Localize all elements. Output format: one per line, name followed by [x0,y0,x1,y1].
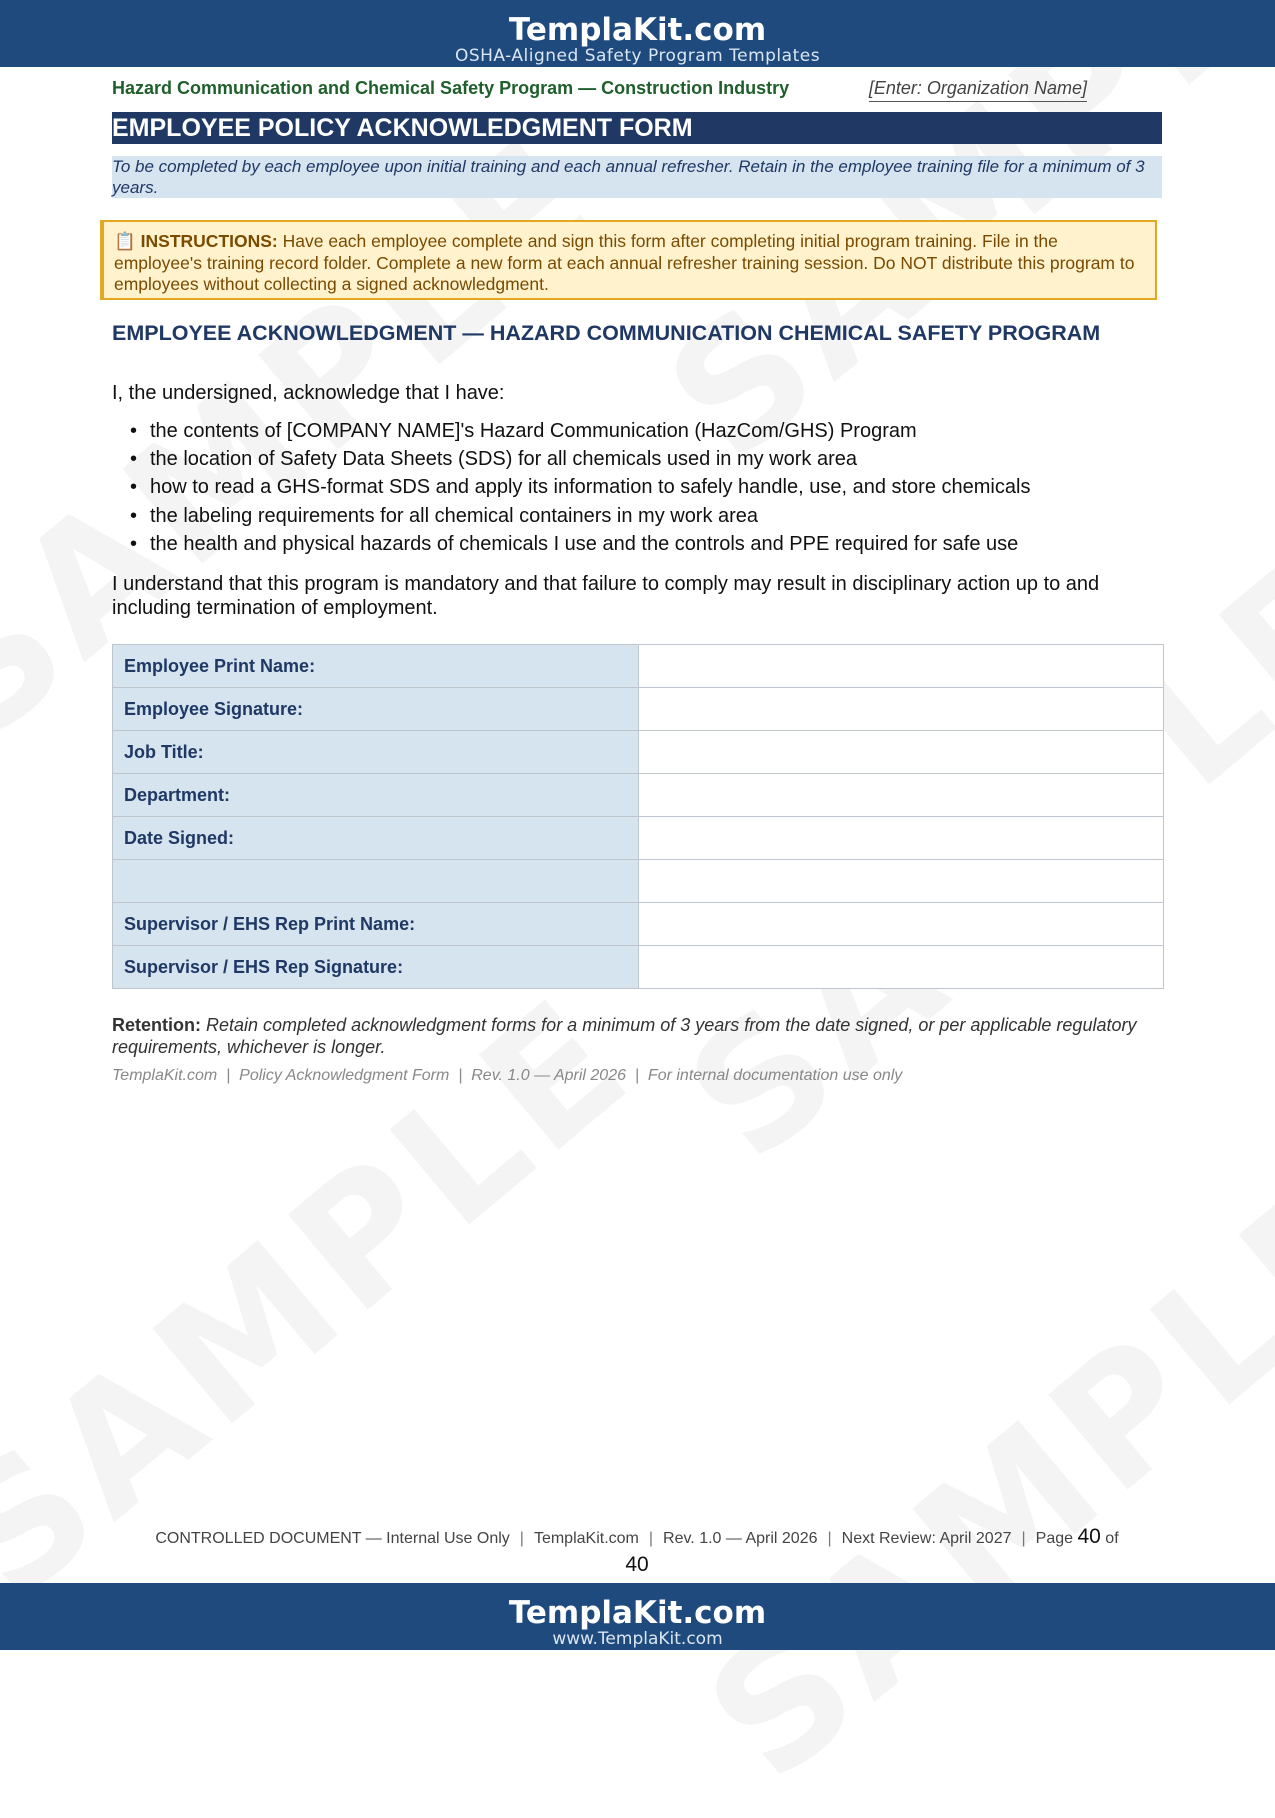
field-label: Supervisor / EHS Rep Signature: [113,946,639,989]
acknowledgment-intro: I, the undersigned, acknowledge that I have: [112,382,505,404]
footer-separator: | [827,1530,832,1547]
footer-separator: | [519,1530,524,1547]
bottom-banner [0,1583,1275,1650]
list-item: • the health and physical hazards of chemicals I use and the controls and PPE required for safe use [112,530,1030,558]
retention-label: Retention: [112,1015,201,1035]
watermark [672,1140,1275,1818]
field-label: Employee Print Name: [113,645,639,688]
footer-next-review: Next Review: April 2027 [841,1530,1012,1547]
program-title: Hazard Communication and Chemical Safety Program — Construction Industry [112,78,790,98]
table-row [113,688,1164,731]
table-row [113,903,1164,946]
field-label: Date Signed: [113,817,639,860]
instructions-label: INSTRUCTIONS: [140,231,278,251]
employee-signature-field[interactable] [639,688,1164,731]
job-title-field[interactable] [639,731,1164,774]
form-title: EMPLOYEE POLICY ACKNOWLEDGMENT FORM [112,112,1162,144]
department-field[interactable] [639,774,1164,817]
organization-name-field[interactable]: [Enter: Organization Name] [869,78,1087,102]
table-row [113,946,1164,989]
table-row [113,817,1164,860]
document-footer-note: TemplaKit.com | Policy Acknowledgment Form | Rev. 1.0 — April 2026 | For internal documentation use only [112,1067,903,1084]
table-row [113,645,1164,688]
retention-text: Retain completed acknowledgment forms for a minimum of 3 years from the date signed, or per applicable regulatory requirements, whichever is longer. [112,1015,1137,1057]
footer-page-number: 40 [1077,1525,1101,1548]
bottom-url[interactable]: www.TemplaKit.com [552,1629,723,1649]
footer-separator: | [1021,1530,1026,1547]
bottom-brand: TemplaKit.com [508,1595,767,1631]
blank-field[interactable] [639,860,1164,903]
document-header [112,78,1087,104]
field-label: Employee Signature: [113,688,639,731]
instructions-box [100,220,1157,300]
retention-note [112,1014,1162,1058]
footer-page-total: 40 [625,1553,649,1576]
acknowledgment-list [112,417,1030,558]
footer-revision: Rev. 1.0 — April 2026 [663,1530,818,1547]
banner-brand: TemplaKit.com [508,12,767,48]
form-subnote: To be completed by each employee upon initial training and each annual refresher. Retain in the employee training file for a minimum of 3 years. [112,156,1162,198]
list-item: • how to read a GHS-format SDS and apply its information to safely handle, use, and store chemicals [112,473,1030,501]
footer-of-word: of [1105,1530,1119,1547]
field-label: Department: [113,774,639,817]
list-item: • the contents of [COMPANY NAME]'s Hazard Communication (HazCom/GHS) Program [112,417,1030,445]
table-row [113,774,1164,817]
section-heading: EMPLOYEE ACKNOWLEDGMENT — HAZARD COMMUNICATION CHEMICAL SAFETY PROGRAM [112,321,1101,345]
footer-separator: | [648,1530,654,1547]
understand-statement: I understand that this program is mandatory and that failure to comply may result in disciplinary action up to and including termination of employment. [112,573,1100,619]
clipboard-icon: 📋 [114,231,136,251]
supervisor-print-name-field[interactable] [639,903,1164,946]
footer-page-word: Page [1035,1530,1074,1547]
table-row [113,731,1164,774]
table-row [113,860,1164,903]
employee-print-name-field[interactable] [639,645,1164,688]
date-signed-field[interactable] [639,817,1164,860]
list-item: • the labeling requirements for all chemical containers in my work area [112,502,1030,530]
supervisor-signature-field[interactable] [639,946,1164,989]
top-banner [0,0,1275,67]
footer-site: TemplaKit.com [533,1530,639,1547]
controlled-footer [112,1524,1162,1580]
field-label: Supervisor / EHS Rep Print Name: [113,903,639,946]
list-item: • the location of Safety Data Sheets (SDS) for all chemicals used in my work area [112,445,1030,473]
banner-tagline: OSHA-Aligned Safety Program Templates [454,46,821,66]
footer-status: CONTROLLED DOCUMENT — Internal Use Only [155,1530,510,1547]
signature-table [112,644,1164,989]
field-label [113,860,639,903]
field-label: Job Title: [113,731,639,774]
instructions-text: Have each employee complete and sign this form after completing initial program training. File in the employee's training record folder. Complete a new form at each annual refresher training session. Do NOT distribute this program to employees without collecting a signed acknowledgment. [114,231,1135,294]
